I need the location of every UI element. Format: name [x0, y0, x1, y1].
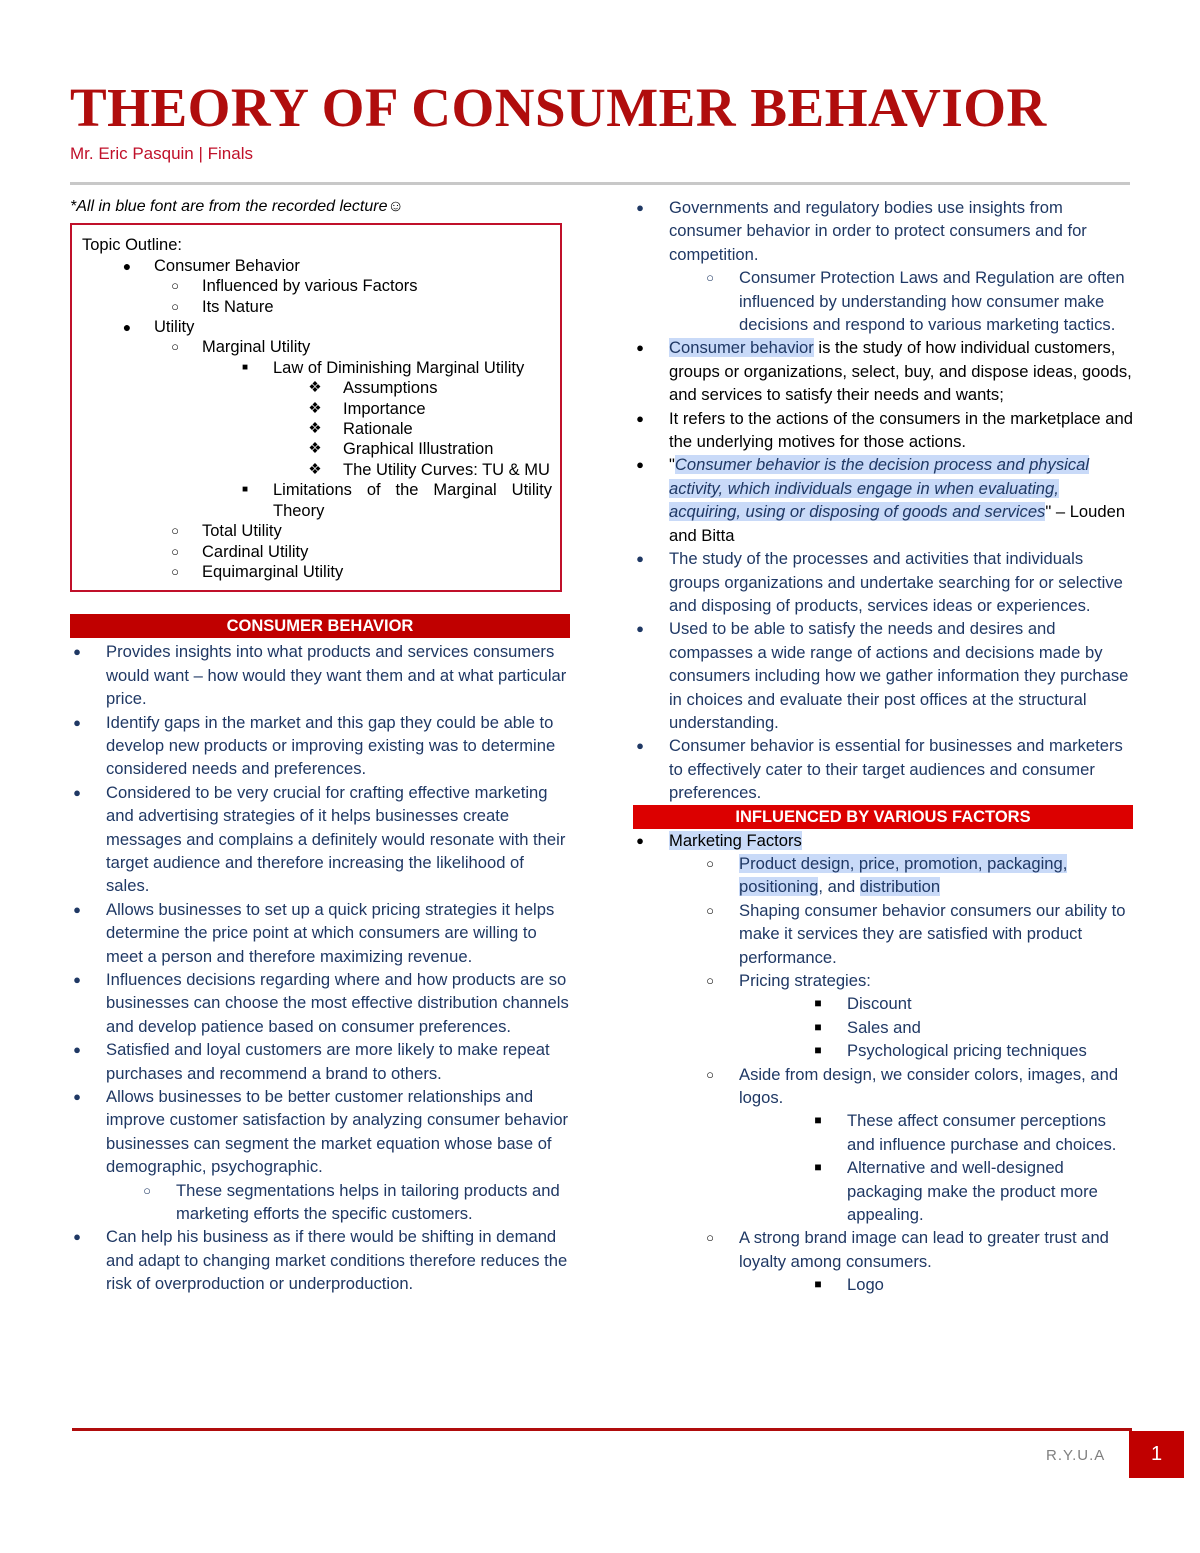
circle-bullet-icon: ○ — [706, 1230, 714, 1246]
page-title: THEORY OF CONSUMER BEHAVIOR — [70, 77, 1047, 138]
outline-item: ○ Influenced by various Factors — [82, 276, 552, 296]
outline-item: ❖ The Utility Curves: TU & MU — [308, 460, 550, 479]
list-subsubitem: ■ Discount — [633, 992, 1133, 1015]
circle-bullet-icon: ○ — [171, 523, 179, 539]
circle-bullet-icon: ○ — [706, 270, 714, 286]
list-item: ● The study of the processes and activities that individuals groups organizations and undertake searching for or selective and disposing of products, services ideas or experiences. — [633, 547, 1133, 617]
circle-bullet-icon: ○ — [171, 563, 179, 579]
bullet-icon: ● — [73, 1089, 81, 1105]
circle-bullet-icon: ○ — [706, 855, 714, 871]
square-bullet-icon: ■ — [814, 1160, 822, 1175]
list-item: ● It refers to the actions of the consumers in the marketplace and the underlying motives for those actions. — [633, 407, 1133, 454]
header-divider — [70, 182, 1130, 185]
bullet-icon: ● — [636, 621, 644, 637]
outline-item: ■ Law of Diminishing Marginal Utility — [82, 358, 552, 378]
circle-bullet-icon: ○ — [171, 543, 179, 559]
highlighted-quote: Consumer behavior is the decision process and physical activity, which individuals engage in when evaluating, acquiring, using or disposing of goods and services — [669, 455, 1090, 522]
footer-divider — [72, 1428, 1132, 1431]
lecture-note: *All in blue font are from the recorded lecture☺ — [70, 198, 404, 215]
square-bullet-icon: ■ — [241, 484, 249, 496]
outline-item: ❖ Graphical Illustration — [308, 440, 494, 459]
topic-outline-box — [70, 223, 562, 592]
diamond-bullet-icon: ❖ — [308, 440, 322, 458]
circle-bullet-icon: ○ — [706, 1066, 714, 1082]
section-heading-influenced-factors: INFLUENCED BY VARIOUS FACTORS — [633, 805, 1133, 829]
list-subitem: ○ Shaping consumer behavior consumers our ability to make it services they are satisfied with product performance. — [633, 899, 1133, 969]
square-bullet-icon: ■ — [814, 996, 822, 1011]
list-item: ● "Consumer behavior is the decision process and physical activity, which individuals engage in when evaluating, acquiring, using or disposing of goods and services" – Louden and Bitta — [633, 453, 1133, 547]
bullet-icon: ● — [122, 319, 132, 336]
bullet-icon: ● — [73, 1042, 81, 1058]
list-subsubitem: ■ Logo — [633, 1273, 1133, 1296]
list-item: ● Can help his business as if there would be shifting in demand and adapt to changing market conditions therefore reduces the risk of overproduction or underproduction. — [70, 1225, 570, 1295]
highlighted-term: Marketing Factors — [669, 830, 802, 850]
circle-bullet-icon: ○ — [171, 278, 179, 294]
outline-item: ❖ Assumptions — [308, 379, 438, 398]
list-subsubitem: ■ These affect consumer perceptions and influence purchase and choices. — [633, 1109, 1133, 1156]
square-bullet-icon: ■ — [814, 1019, 822, 1034]
list-item — [633, 829, 1133, 852]
diamond-bullet-icon: ❖ — [308, 460, 322, 478]
list-item: ● Considered to be very crucial for crafting effective marketing and advertising strategies of it helps businesses create messages and complains a definitely would resonate with their target audience and therefore increasing the likelihood of sales. — [70, 781, 570, 898]
highlighted-term: Consumer behavior — [669, 338, 814, 358]
square-bullet-icon: ■ — [814, 1043, 822, 1058]
bullet-icon: ● — [636, 457, 644, 473]
circle-bullet-icon: ○ — [171, 339, 179, 355]
list-item: ● Satisfied and loyal customers are more likely to make repeat purchases and recommend a brand to others. — [70, 1038, 570, 1085]
outline-item: ○ Marginal Utility — [82, 337, 552, 357]
bullet-icon: ● — [73, 1229, 81, 1245]
diamond-bullet-icon: ❖ — [308, 379, 322, 397]
bullet-icon: ● — [636, 410, 644, 426]
list-item: ● Used to be able to satisfy the needs and desires and compasses a wide range of actions and decisions made by consumers including how we gather information they purchase in choices and evaluate their post offices at the structural understanding. — [633, 617, 1133, 734]
page-number: 1 — [1129, 1431, 1184, 1478]
bullet-icon: ● — [73, 972, 81, 987]
list-subsubitem: ■ Sales and — [633, 1016, 1133, 1039]
list-item: ● Influences decisions regarding where and how products are so businesses can choose the most effective distribution channels and develop patience based on consumer preferences. — [70, 968, 570, 1038]
outline-item: ■ Limitations of the Marginal Utility Theory — [82, 480, 552, 521]
outline-item: ○ Equimarginal Utility — [82, 562, 552, 582]
outline-item: ● Utility — [82, 317, 552, 337]
bullet-icon: ● — [73, 714, 81, 730]
section-heading-consumer-behavior: CONSUMER BEHAVIOR — [70, 614, 570, 638]
bullet-icon: ● — [636, 832, 644, 848]
list-subsubitem: ■ Psychological pricing techniques — [633, 1039, 1133, 1062]
outline-item: ○ Total Utility — [82, 521, 552, 541]
square-bullet-icon: ■ — [814, 1113, 822, 1128]
list-subitem: ○ These segmentations helps in tailoring products and marketing efforts the specific customers. — [70, 1179, 570, 1226]
list-item: ● Consumer behavior is the study of how individual customers, groups or organizations, select, buy, and dispose ideas, goods, and services to satisfy their needs and wants; — [633, 336, 1133, 406]
circle-bullet-icon: ○ — [171, 298, 179, 314]
diamond-bullet-icon: ❖ — [308, 420, 322, 438]
list-subitem: ○ Consumer Protection Laws and Regulation are often influenced by understanding how consumer make decisions and respond to various marketing tactics. — [633, 266, 1133, 336]
circle-bullet-icon: ○ — [706, 973, 714, 988]
list-item: ● Allows businesses to be better customer relationships and improve customer satisfaction by analyzing consumer behavior businesses can segment the market equation whose base of demographic, psychographic. — [70, 1085, 570, 1179]
list-subsubitem: ■ Alternative and well-designed packaging make the product more appealing. — [633, 1156, 1133, 1226]
outline-item: ○ Its Nature — [82, 297, 552, 317]
list-item: ● Identify gaps in the market and this gap they could be able to develop new products or improving existing was to determine considered needs and preferences. — [70, 711, 570, 781]
outline-item: ❖ Rationale — [308, 420, 413, 439]
circle-bullet-icon: ○ — [706, 902, 714, 918]
list-subitem: ○ Product design, price, promotion, packaging, positioning, and distribution — [633, 852, 1133, 899]
list-item: ● Provides insights into what products and services consumers would want – how would they want them and at what particular price. — [70, 640, 570, 710]
square-bullet-icon: ■ — [814, 1277, 822, 1292]
bullet-icon: ● — [122, 257, 132, 274]
circle-bullet-icon: ○ — [143, 1182, 151, 1198]
list-subitem: ○ Aside from design, we consider colors, images, and logos. — [633, 1063, 1133, 1110]
topic-outline-label: Topic Outline: — [82, 236, 182, 255]
list-subitem: ○ A strong brand image can lead to greater trust and loyalty among consumers. — [633, 1226, 1133, 1273]
diamond-bullet-icon: ❖ — [308, 399, 322, 417]
outline-item: ❖ Importance — [308, 399, 426, 418]
bullet-icon: ● — [636, 738, 644, 754]
bullet-icon: ● — [636, 340, 644, 356]
outline-item: ○ Cardinal Utility — [82, 542, 552, 562]
bullet-icon: ● — [636, 200, 644, 215]
right-column — [633, 196, 1133, 1297]
footer-initials: R.Y.U.A — [1046, 1447, 1106, 1464]
page-subtitle: Mr. Eric Pasquin | Finals — [70, 144, 253, 163]
bullet-icon: ● — [636, 551, 644, 567]
list-subitem: ○ Pricing strategies: — [633, 969, 1133, 992]
square-bullet-icon: ■ — [241, 361, 249, 373]
list-item: ● Allows businesses to set up a quick pricing strategies it helps determine the price point at which consumers are willing to meet a person and therefore maximizing revenue. — [70, 898, 570, 968]
bullet-icon: ● — [73, 901, 81, 917]
outline-item: ● Consumer Behavior — [82, 256, 552, 276]
list-item: ● Consumer behavior is essential for businesses and marketers to effectively cater to their target audiences and consumer preferences. — [633, 734, 1133, 804]
bullet-icon: ● — [73, 644, 81, 660]
list-item: ● Governments and regulatory bodies use insights from consumer behavior in order to protect consumers and for competition. — [633, 196, 1133, 266]
left-column — [70, 195, 570, 1296]
bullet-icon: ● — [73, 784, 81, 800]
